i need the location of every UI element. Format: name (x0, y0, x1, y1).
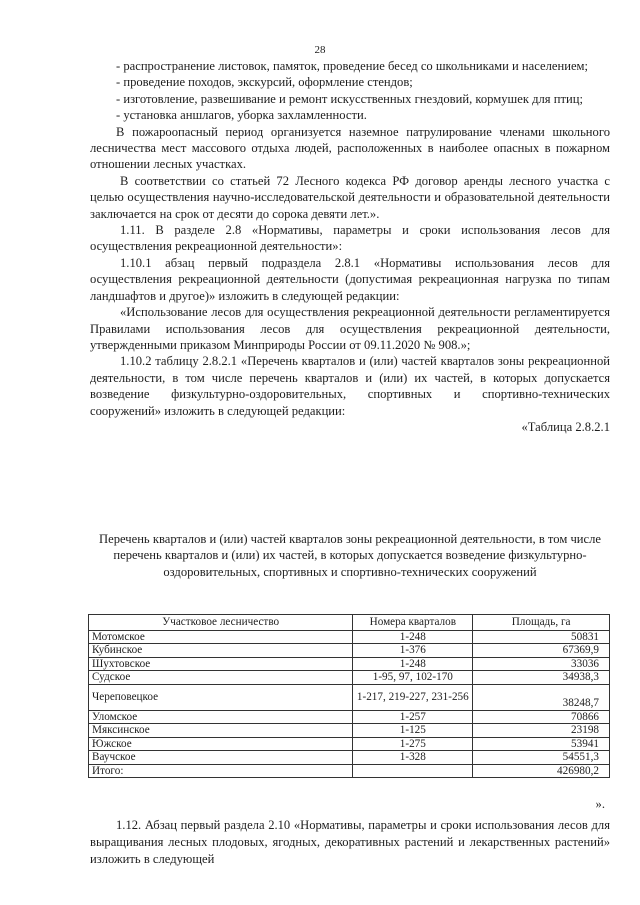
header-area: Площадь, га (473, 615, 610, 631)
paragraph-1-10-1: 1.10.1 абзац первый подраздела 2.8.1 «Нормативы использования лесов для осуществления рекреационной деятельности (допустимая рекреационная нагрузка по типам ландшафтов и другое)» изложить в следующей редакции: (90, 255, 610, 303)
table-header-row (89, 615, 610, 631)
cell-district: Южское (89, 737, 353, 751)
table-row (89, 671, 610, 685)
table-row (89, 657, 610, 671)
paragraph-nests: - изготовление, развешивание и ремонт искусственных гнездовий, кормушек для птиц; (116, 91, 583, 106)
cell-area: 50831 (473, 630, 610, 644)
cell-district: Итого: (89, 764, 353, 778)
cell-district: Ваучское (89, 751, 353, 765)
cell-district: Судское (89, 671, 353, 685)
cell-quarters: 1-248 (353, 657, 473, 671)
bottom-text (90, 817, 610, 868)
table-row (89, 630, 610, 644)
paragraph-1-11: 1.11. В разделе 2.8 «Нормативы, параметры и сроки использования лесов для осуществления рекреационной деятельности»: (90, 223, 610, 254)
table-row (89, 684, 610, 710)
cell-quarters (353, 764, 473, 778)
table-caption: Перечень кварталов и (или) частей кварталов зоны рекреационной деятельности, в том числе перечень кварталов и (или) их частей, в которых допускается возведение физкультурно-оздоровительных, спортивных и спортивно-технических сооружений (99, 532, 601, 579)
cell-quarters: 1-376 (353, 644, 473, 658)
cell-quarters: 1-95, 97, 102-170 (353, 671, 473, 685)
cell-quarters: 1-328 (353, 751, 473, 765)
cell-area: 38248,7 (473, 684, 610, 710)
cell-quarters: 1-257 (353, 710, 473, 724)
cell-area: 34938,3 (473, 671, 610, 685)
cell-area: 70866 (473, 710, 610, 724)
table-row (89, 751, 610, 765)
header-district: Участковое лесничество (89, 615, 353, 631)
header-quarters: Номера кварталов (353, 615, 473, 631)
table-closing-quote: ». (595, 797, 605, 811)
paragraph-forest-code: В соответствии со статьей 72 Лесного кодекса РФ договор аренды лесного участка с целью осуществления научно-исследовательской деятельности и образовательной деятельности заключается на срок от десяти до сорока девяти лет.». (90, 173, 610, 221)
cell-district: Череповецкое (89, 684, 353, 710)
cell-district: Мяксинское (89, 724, 353, 738)
table-row (89, 644, 610, 658)
cell-district: Уломское (89, 710, 353, 724)
table-row (89, 710, 610, 724)
cell-area: 33036 (473, 657, 610, 671)
cell-district: Кубинское (89, 644, 353, 658)
paragraph-signs: - установка аншлагов, уборка захламленности. (116, 108, 367, 123)
paragraph-1-10-2: 1.10.2 таблицу 2.8.2.1 «Перечень кварталов и (или) частей кварталов зоны рекреационной деятельности, в том числе перечень кварталов и (или) их частей, в которых допускается возведение физкультурно-оздоровительных, спортивных и спортивно-технических сооружений» изложить в следующей редакции: (90, 354, 610, 418)
paragraph-1-12: 1.12. Абзац первый раздела 2.10 «Нормативы, параметры и сроки использования лесов для выращивания лесных плодовых, ягодных, декоративных растений и лекарственных растений» изложить в следующей (90, 818, 610, 866)
paragraph-fire-patrol: В пожароопасный период организуется наземное патрулирование членами школьного лесничества мест массового отдыха людей, расположенных в наиболее опасных в пожарном отношении лесных участках. (90, 124, 610, 172)
page-number: 28 (314, 44, 326, 56)
cell-quarters: 1-217, 219-227, 231-256 (353, 684, 473, 710)
table-row (89, 764, 610, 778)
body-text (90, 58, 610, 435)
paragraph-quote: «Использование лесов для осуществления рекреационной деятельности регламентируется Правилами использования лесов для осуществления рекреационной деятельности, утвержденными приказом Минприроды России от 09.11.2020 № 908.»; (90, 305, 610, 352)
cell-area: 23198 (473, 724, 610, 738)
cell-area: 67369,9 (473, 644, 610, 658)
table-row (89, 724, 610, 738)
cell-district: Мотомское (89, 630, 353, 644)
cell-area: 54551,3 (473, 751, 610, 765)
table-row (89, 737, 610, 751)
cell-quarters: 1-248 (353, 630, 473, 644)
cell-area: 426980,2 (473, 764, 610, 778)
paragraph-hikes: - проведение походов, экскурсий, оформление стендов; (116, 75, 413, 90)
cell-quarters: 1-275 (353, 737, 473, 751)
cell-quarters: 1-125 (353, 724, 473, 738)
forestry-table (88, 614, 610, 778)
paragraph-leaflets: - распространение листовок, памяток, проведение бесед со школьниками и населением; (116, 59, 589, 73)
table-label: «Таблица 2.8.2.1 (521, 419, 610, 434)
cell-district: Шухтовское (89, 657, 353, 671)
cell-area: 53941 (473, 737, 610, 751)
